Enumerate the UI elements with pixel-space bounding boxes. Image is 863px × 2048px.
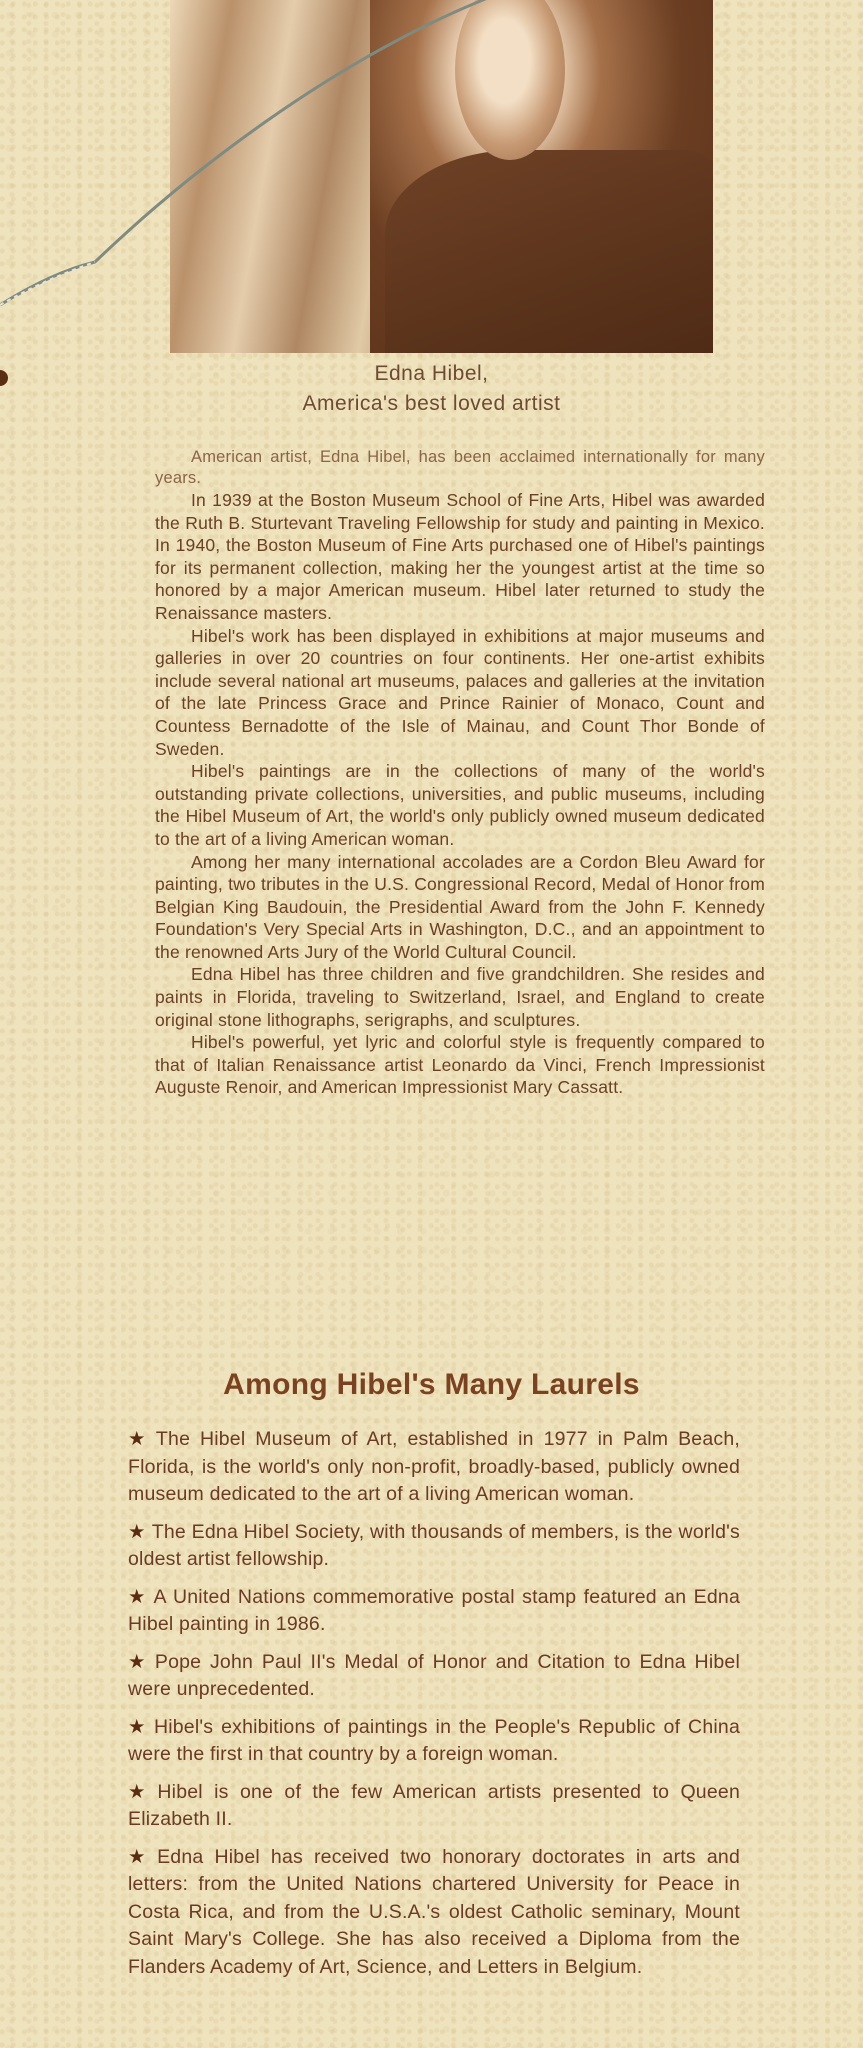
star-icon: ★ [128, 1585, 148, 1608]
bio-paragraph: Edna Hibel has three children and five grandchildren. She resides and paints in Florida, traveling to Switzerland, Israel, and England to create original stone lithographs, serigraphs, and sculptures. [155, 964, 765, 1030]
bio-paragraph: American artist, Edna Hibel, has been acclaimed internationally for many years. [155, 448, 765, 487]
laurel-text: Pope John Paul II's Medal of Honor and Citation to Edna Hibel were unprecedented. [128, 1650, 740, 1700]
artist-portrait-photo [170, 0, 713, 353]
star-icon: ★ [128, 1845, 152, 1868]
bio-paragraph: Among her many international accolades are a Cordon Bleu Award for painting, two tributes in the U.S. Congressional Record, Medal of Honor from Belgian King Baudouin, the Presidential Award from the John F. Kennedy Foundation's Very Special Arts in Washington, D.C., and an appointment to the renowned Arts Jury of the World Cultural Council. [155, 851, 765, 962]
laurels-list [128, 1426, 740, 1991]
laurels-heading: Among Hibel's Many Laurels [223, 1368, 640, 1401]
laurel-item [128, 1519, 740, 1574]
laurel-text: Edna Hibel has received two honorary doctorates in arts and letters: from the United Nations chartered University for Peace in Costa Rica, and from the U.S.A.'s oldest Catholic seminary, Mount Saint Mary's College. She has also received a Diploma from the Flanders Academy of Art, Science, and Letters in Belgium. [128, 1845, 740, 1978]
laurel-text: The Hibel Museum of Art, established in 1977 in Palm Beach, Florida, is the world's only non-profit, broadly-based, publicly owned museum dedicated to the art of a living American woman. [128, 1428, 740, 1505]
bio-paragraph: Hibel's paintings are in the collections of many of the world's outstanding private collections, universities, and public museums, including the Hibel Museum of Art, the world's only publicly owned museum dedicated to the art of a living American woman. [155, 761, 765, 849]
star-icon: ★ [128, 1520, 146, 1543]
bio-paragraph: Hibel's work has been displayed in exhibitions at major museums and galleries in over 20 countries on four continents. Her one-artist exhibits include several national art museums, palaces and galleries at the invitation of the late Princess Grace and Prince Rainier of Monaco, Count and Countess Bernadotte of the Isle of Mainau, and Count Thor Bonde of Sweden. [155, 625, 765, 759]
laurel-item [128, 1844, 740, 1982]
laurel-text: A United Nations commemorative postal stamp featured an Edna Hibel painting in 1986. [128, 1585, 740, 1635]
laurel-item [128, 1584, 740, 1639]
laurel-item [128, 1649, 740, 1704]
star-icon: ★ [128, 1650, 149, 1673]
star-icon: ★ [128, 1715, 148, 1738]
laurel-item [128, 1714, 740, 1769]
photo-caption-name: Edna Hibel, [374, 362, 489, 385]
bio-paragraph: In 1939 at the Boston Museum School of Fine Arts, Hibel was awarded the Ruth B. Sturtevant Traveling Fellowship for study and painting in Mexico. In 1940, the Boston Museum of Fine Arts purchased one of Hibel's paintings for its permanent collection, making her the youngest artist at the time so honored by a major American museum. Hibel later returned to study the Renaissance masters. [155, 490, 765, 623]
laurel-text: The Edna Hibel Society, with thousands of members, is the world's oldest artist fellowship. [128, 1520, 741, 1570]
laurel-item [128, 1779, 740, 1834]
photo-caption-tagline: America's best loved artist [302, 392, 561, 415]
biography [155, 447, 765, 1099]
laurel-text: Hibel's exhibitions of paintings in the People's Republic of China were the first in that country by a foreign woman. [128, 1715, 740, 1765]
star-icon: ★ [128, 1780, 152, 1803]
bio-paragraph: Hibel's powerful, yet lyric and colorful style is frequently compared to that of Italian Renaissance artist Leonardo da Vinci, French Impressionist Auguste Renoir, and American Impressionist Mary Cassatt. [155, 1032, 765, 1098]
star-icon: ★ [128, 1428, 150, 1450]
portrait-figure [385, 150, 713, 353]
laurel-item [128, 1426, 740, 1509]
laurel-text: Hibel is one of the few American artists presented to Queen Elizabeth II. [128, 1780, 740, 1830]
